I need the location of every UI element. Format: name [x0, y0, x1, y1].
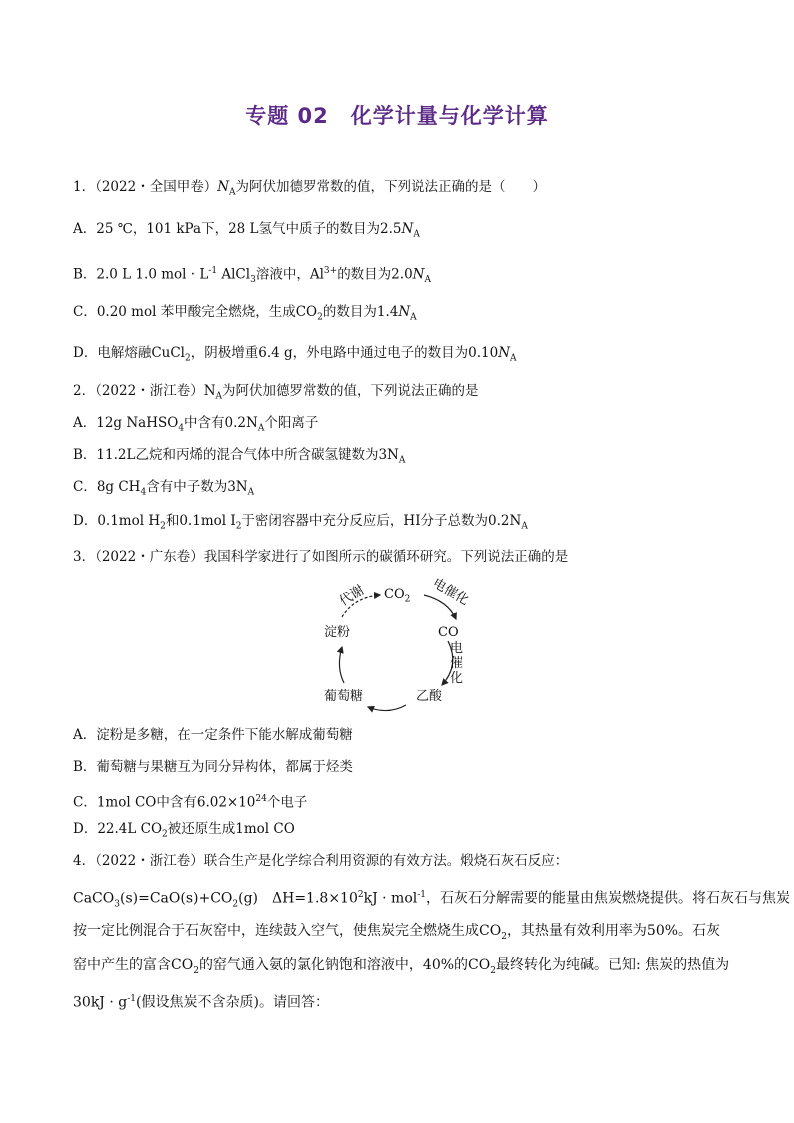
q2-option-c: C．8g $CH_4$含有中子数为$3N_A$ [73, 479, 255, 498]
q2-option-b: B．11.2L乙烷和丙烯的混合气体中所含碳氢键数为$3N_A$ [73, 447, 406, 466]
q1-option-b: B．2.0 L 1.0 mol · $L^{-1}$ AlCl$_3$溶液中，$Al^{3+}$的数目为$2.0N_A$ [73, 266, 431, 286]
q4-line-4: $30kJ \cdot g^{-1}$(假设焦炭不含杂质)。请回答： [73, 994, 329, 1011]
q1-option-a: A．25 ℃，101 kPa下，28 L氢气中质子的数目为$2.5N_A$ [73, 221, 420, 240]
arrow-glucose-to-starch [339, 647, 344, 683]
node-co2: $CO_2$ [384, 587, 411, 605]
q4-line-3: 窑中产生的富含$CO_2$的窑气通入氨的氯化钠饱和溶液中，40%的$CO_2$最终转化为纯碱。已知: 焦炭的热值为 [73, 957, 730, 976]
label-metabolism: 代谢 [337, 582, 368, 610]
q4-line-2: 按一定比例混合于石灰窑中，连续鼓入空气，使焦炭完全燃烧生成$CO_2$，其热量有效利用率为50%。石灰 [73, 923, 721, 942]
node-glucose: 葡萄糖 [324, 689, 364, 704]
q1-stem: 1．（2022・全国甲卷）$N_A$为阿伏加德罗常数的值，下列说法正确的是（ ） [73, 179, 547, 198]
carbon-cycle-diagram [300, 575, 500, 715]
q4-stem: 4．（2022・浙江卷）联合生产是化学综合利用资源的有效方法。煅烧石灰石反应： [73, 853, 569, 869]
q3-option-b: B．葡萄糖与果糖互为同分异构体，都属于烃类 [73, 759, 353, 775]
arrow-acetic-to-glucose [368, 705, 406, 711]
q2-option-a: A．12g NaHSO$_4$中含有$0.2N_A$个阳离子 [73, 415, 319, 434]
q3-stem: 3．（2022・广东卷）我国科学家进行了如图所示的碳循环研究。下列说法正确的是 [73, 549, 569, 565]
q3-option-c: C．1mol CO中含有$6.02\times 10^{24}$个电子 [73, 794, 308, 811]
q4-line-1: $CaCO_3(s)=CaO(s)+CO_2(g)$ $\Delta H=1.8\times 10^2kJ \cdot mol^{-1}$，石灰石分解需要的能量由焦炭燃烧提供。将石灰石与焦炭 [73, 890, 791, 910]
q3-option-d: D．22.4L $CO_2$被还原生成1mol CO [73, 821, 295, 840]
label-electrocatalysis-top: 电催化 [429, 575, 472, 609]
label-electrocatalysis-right: 电 催 化 [450, 641, 464, 686]
q1-option-c: C．0.20 mol 苯甲酸完全燃烧，生成$CO_2$的数目为$1.4N_A$ [73, 304, 417, 323]
node-starch: 淀粉 [324, 625, 351, 640]
page-title: 专题 02 化学计量与化学计算 [245, 104, 549, 128]
q2-stem: 2．（2022・浙江卷）$N_A$为阿伏加德罗常数的值，下列说法正确的是 [73, 383, 479, 402]
node-co: CO [438, 625, 459, 640]
q2-option-d: D．0.1mol $H_2$和0.1mol $I_2$于密闭容器中充分反应后，HI分子总数为$0.2N_A$ [73, 513, 528, 532]
q3-option-a: A．淀粉是多糖，在一定条件下能水解成葡萄糖 [73, 727, 353, 743]
node-acetic-acid: 乙酸 [416, 689, 443, 704]
q1-option-d: D．电解熔融CuCl$_2$，阴极增重6.4 g，外电路中通过电子的数目为$0.10N_A$ [73, 345, 517, 364]
